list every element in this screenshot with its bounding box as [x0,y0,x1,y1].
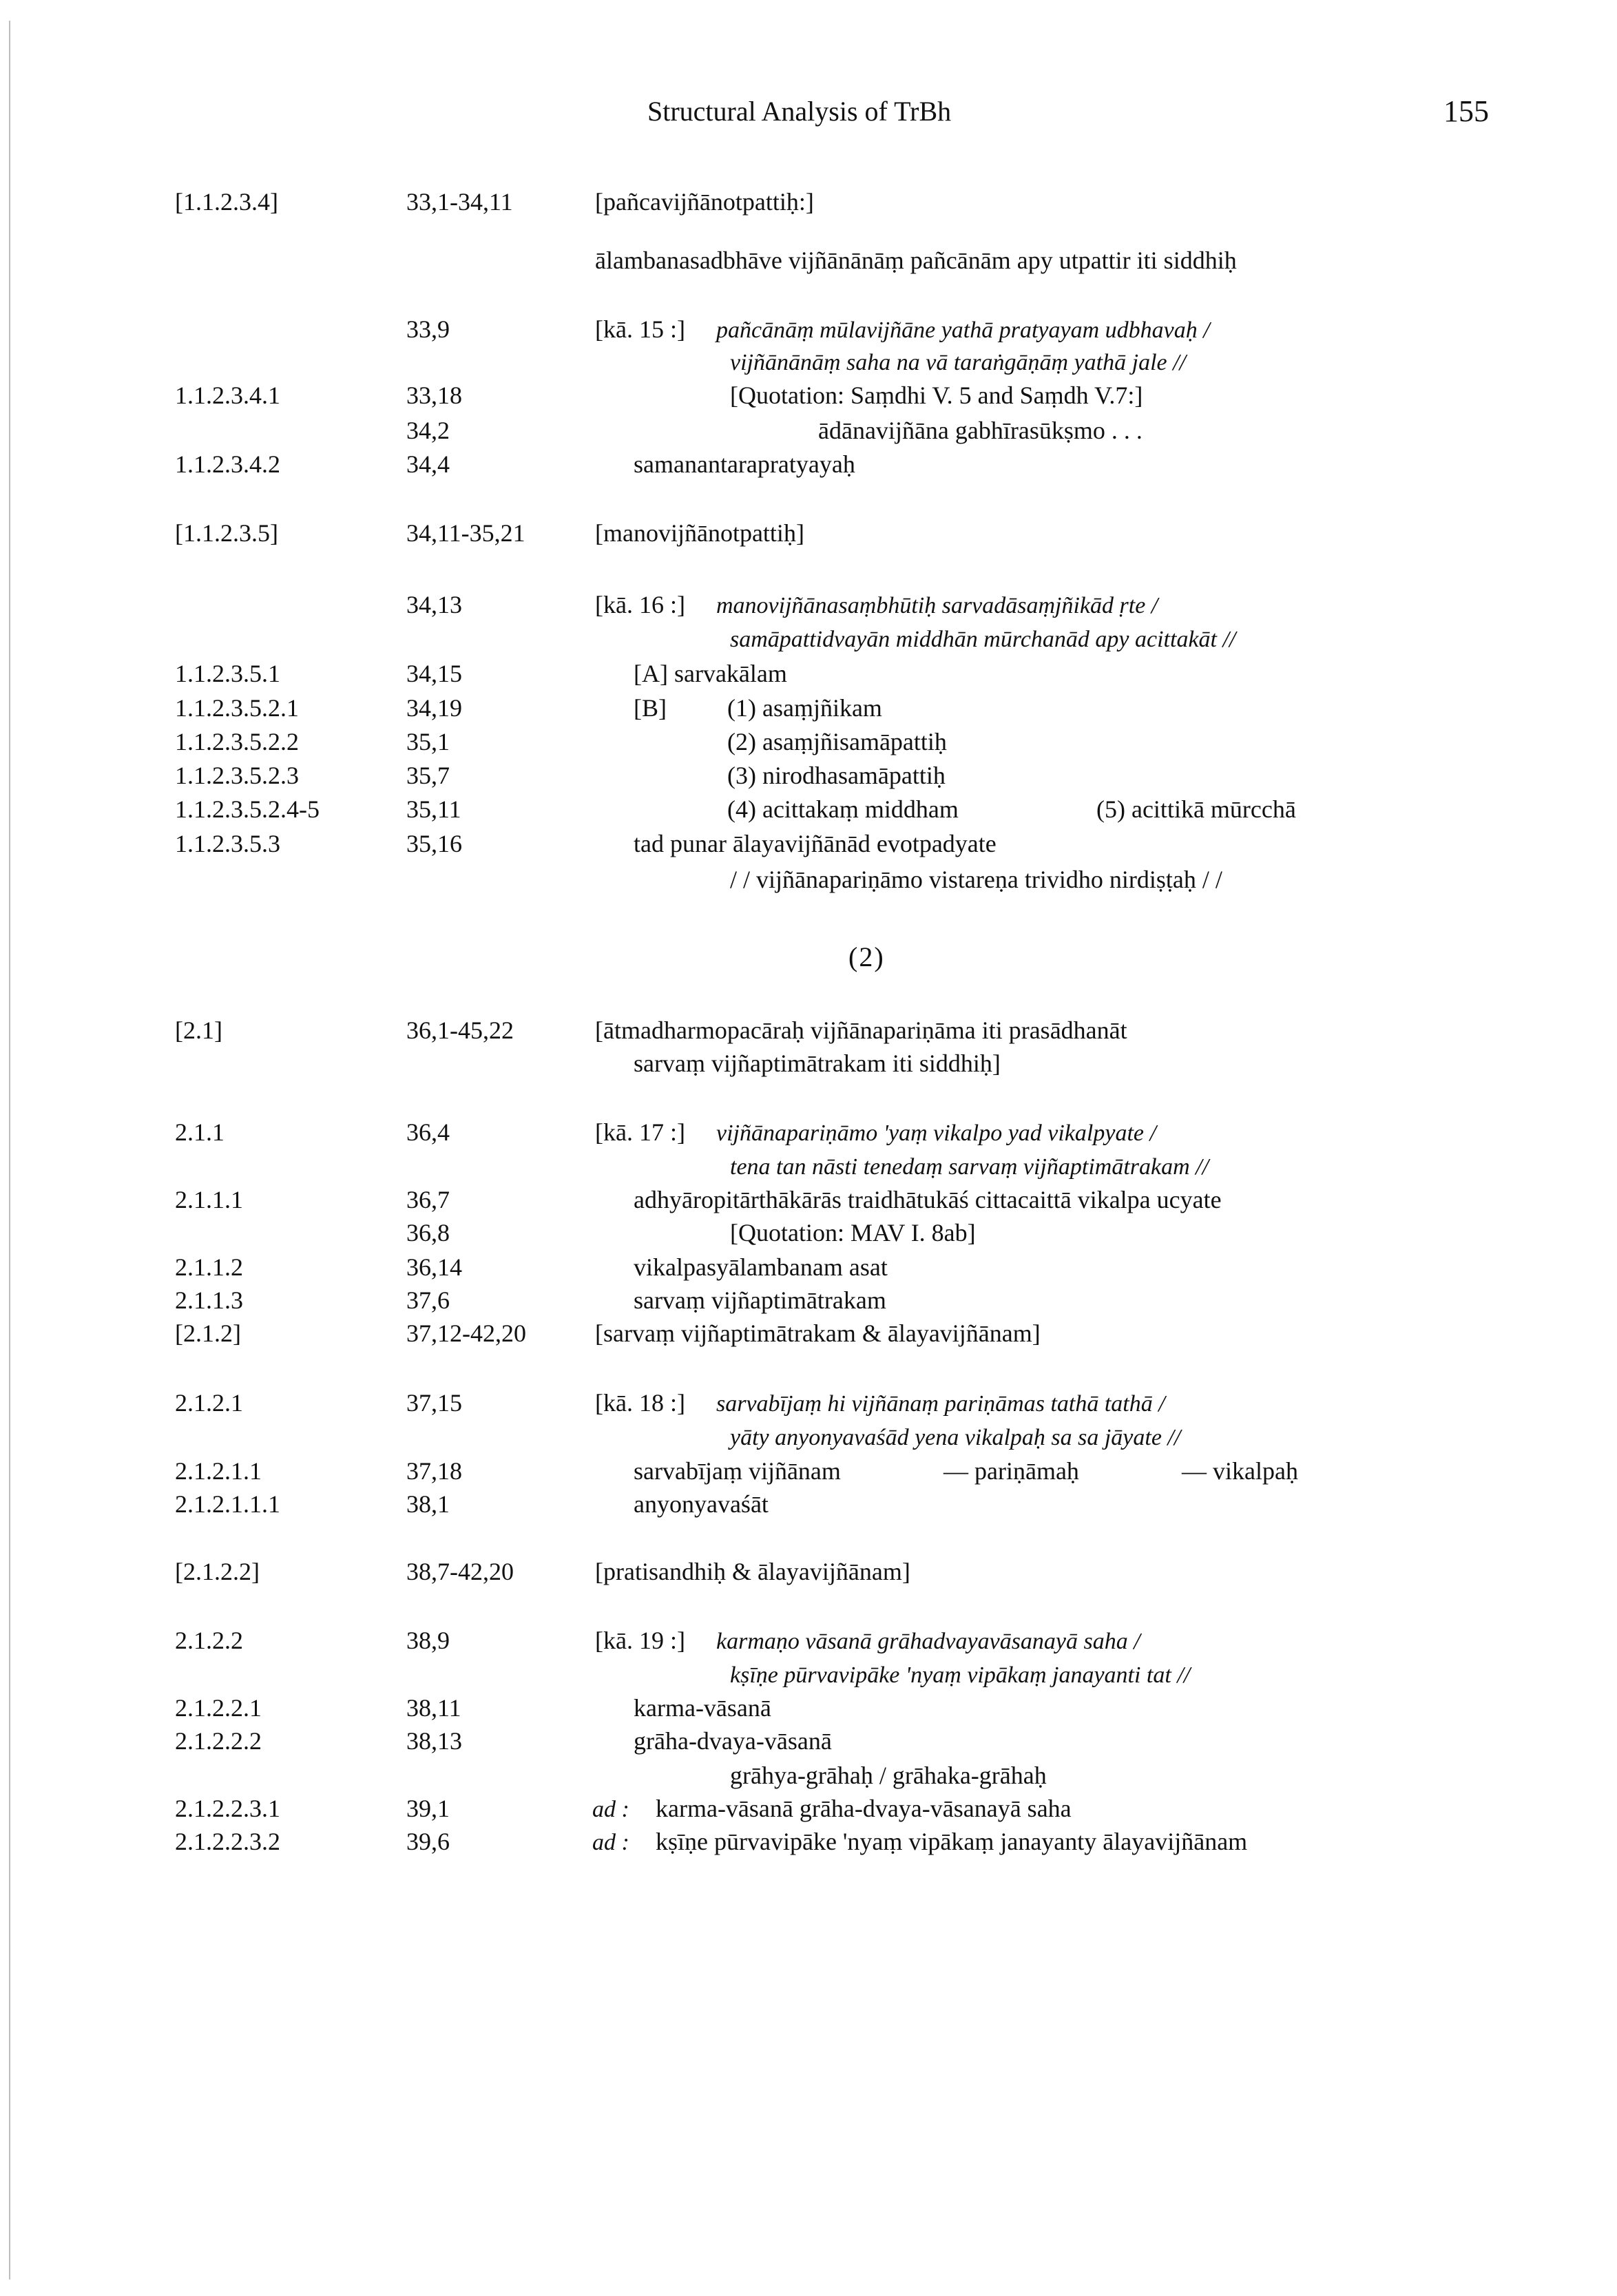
section-number: [2.1.2.2] [175,1558,260,1585]
section-number: 2.1.2.1.1 [175,1457,262,1485]
page-reference: 34,2 [406,417,450,444]
page-reference: 35,7 [406,762,450,789]
body-text: vikalpasyālambanam asat [634,1253,888,1281]
section-number: 2.1.2.1.1.1 [175,1490,280,1518]
section-number: 1.1.2.3.5.2.4-5 [175,795,320,823]
body-text: / / vijñānapariṇāmo vistareṇa trividho nirdiṣṭaḥ / / [730,866,1222,893]
verse-line: kṣīṇe pūrvavipāke 'nyaṃ vipākaṃ janayanti tat // [730,1662,1191,1688]
page-reference: 36,14 [406,1253,462,1281]
page-reference: 34,11-35,21 [406,519,525,547]
body-text: [B] [634,694,667,722]
section-number: 1.1.2.3.5.2.1 [175,694,299,722]
section-number: 2.1.1 [175,1118,225,1146]
list-item-text: (3) nirodhasamāpattiḥ [727,762,946,789]
page-reference: 34,15 [406,660,462,687]
page-reference: 38,7-42,20 [406,1558,514,1585]
section-number: 2.1.2.1 [175,1389,243,1417]
ad-label: ad : [592,1830,629,1855]
list-item-text: (5) acittikā mūrcchā [1096,795,1296,823]
body-text: samanantarapratyayaḥ [634,450,855,478]
verse-line: sarvabījaṃ hi vijñānaṃ pariṇāmas tathā tathā / [716,1391,1165,1417]
page-reference: 37,15 [406,1389,462,1417]
page-reference: 39,1 [406,1795,450,1822]
page-reference: 36,8 [406,1219,450,1246]
page-reference: 33,18 [406,382,462,409]
section-number: 1.1.2.3.5.3 [175,830,280,857]
karika-label: [kā. 18 :] [595,1389,685,1417]
page-reference: 33,1-34,11 [406,188,513,216]
karika-label: [kā. 15 :] [595,315,685,343]
section-number: 2.1.2.2 [175,1627,243,1654]
body-text: kṣīṇe pūrvavipāke 'nyaṃ vipākaṃ janayanty ālayavijñānam [656,1828,1248,1855]
page-reference: 38,11 [406,1694,461,1722]
section-number: 2.1.2.2.2 [175,1727,262,1755]
verse-line: manovijñānasaṃbhūtiḥ sarvadāsaṃjñikād ṛte / [716,593,1158,618]
body-text: — pariṇāmaḥ [943,1457,1079,1485]
page-reference: 37,12-42,20 [406,1319,526,1347]
body-text: sarvabījaṃ vijñānam [634,1457,841,1485]
page-reference: 38,1 [406,1490,450,1518]
section-number: 2.1.1.1 [175,1186,243,1213]
section-number: 1.1.2.3.5.1 [175,660,280,687]
section-number: 2.1.2.2.3.2 [175,1828,280,1855]
karika-label: [kā. 16 :] [595,591,685,618]
body-text: karma-vāsanā [634,1694,771,1722]
page-reference: 36,7 [406,1186,450,1213]
list-item-text: (2) asaṃjñisamāpattiḥ [727,728,947,755]
section-number: 1.1.2.3.5.2.2 [175,728,299,755]
section-number: [1.1.2.3.5] [175,519,278,547]
heading-text: [sarvaṃ vijñaptimātrakam & ālayavijñānam] [595,1319,1041,1347]
body-text: adhyāropitārthākārās traidhātukāś cittacaittā vikalpa ucyate [634,1186,1222,1213]
quotation-text: [Quotation: MAV I. 8ab] [730,1219,976,1246]
section-number: 2.1.1.2 [175,1253,243,1281]
summary-text: ālambanasadbhāve vijñānānāṃ pañcānām apy utpattir iti siddhiḥ [595,247,1237,274]
quotation-text: [Quotation: Saṃdhi V. 5 and Saṃdh V.7:] [730,382,1143,409]
section-number: 2.1.2.2.1 [175,1694,262,1722]
body-text: anyonyavaśāt [634,1490,769,1518]
page-reference: 34,19 [406,694,462,722]
page-reference: 35,11 [406,795,461,823]
scan-edge-line [9,21,10,2279]
page-reference: 38,13 [406,1727,462,1755]
section-number: 2.1.2.2.3.1 [175,1795,280,1822]
page-reference: 34,4 [406,450,450,478]
section-number: 1.1.2.3.5.2.3 [175,762,299,789]
page-reference: 34,13 [406,591,462,618]
ad-label: ad : [592,1797,629,1822]
body-text: grāha-dvaya-vāsanā [634,1727,832,1755]
verse-line: yāty anyonyavaśād yena vikalpaḥ sa sa jāyate // [730,1425,1181,1450]
list-item-text: (4) acittakaṃ middham [727,795,959,823]
body-text: grāhya-grāhaḥ / grāhaka-grāhaḥ [730,1762,1047,1789]
heading-text: sarvaṃ vijñaptimātrakam iti siddhiḥ] [634,1050,1001,1077]
page-reference: 35,1 [406,728,450,755]
section-number: 1.1.2.3.4.2 [175,450,280,478]
body-text: [A] sarvakālam [634,660,787,687]
body-text: karma-vāsanā grāha-dvaya-vāsanayā saha [656,1795,1072,1822]
page-reference: 38,9 [406,1627,450,1654]
verse-line: samāpattidvayān middhān mūrchanād apy acittakāt // [730,627,1236,652]
heading-text: [pañcavijñānotpattiḥ:] [595,188,814,216]
karika-label: [kā. 17 :] [595,1118,685,1146]
page-reference: 36,1-45,22 [406,1016,514,1044]
verse-line: karmaṇo vāsanā grāhadvayavāsanayā saha / [716,1629,1140,1654]
page-reference: 33,9 [406,315,450,343]
verse-line: vijñānānāṃ saha na vā taraṅgāṇāṃ yathā jale // [730,350,1187,375]
verse-line: vijñānapariṇāmo 'yaṃ vikalpo yad vikalpyate / [716,1120,1156,1146]
verse-line: tena tan nāsti tenedaṃ sarvaṃ vijñaptimātrakam // [730,1154,1209,1180]
heading-text: [manovijñānotpattiḥ] [595,519,804,547]
section-number: 1.1.2.3.4.1 [175,382,280,409]
heading-text: [ātmadharmopacāraḥ vijñānapariṇāma iti prasādhanāt [595,1016,1127,1044]
body-text: tad punar ālayavijñānād evotpadyate [634,830,997,857]
page-reference: 37,18 [406,1457,462,1485]
running-header-title: Structural Analysis of TrBh [647,96,952,127]
section-number: [2.1.2] [175,1319,241,1347]
karika-label: [kā. 19 :] [595,1627,685,1654]
heading-text: [pratisandhiḥ & ālayavijñānam] [595,1558,910,1585]
section-number: [1.1.2.3.4] [175,188,278,216]
quotation-text: ādānavijñāna gabhīrasūkṣmo . . . [818,417,1143,444]
page-reference: 36,4 [406,1118,450,1146]
section-marker: (2) [848,941,885,972]
page-number: 155 [1443,94,1489,128]
section-number: [2.1] [175,1016,222,1044]
body-text: sarvaṃ vijñaptimātrakam [634,1286,886,1314]
body-text: — vikalpaḥ [1182,1457,1298,1485]
list-item-text: (1) asaṃjñikam [727,694,882,722]
page-reference: 35,16 [406,830,462,857]
verse-line: pañcānāṃ mūlavijñāne yathā pratyayam udbhavaḥ / [716,317,1210,343]
page-reference: 37,6 [406,1286,450,1314]
section-number: 2.1.1.3 [175,1286,243,1314]
page-reference: 39,6 [406,1828,450,1855]
